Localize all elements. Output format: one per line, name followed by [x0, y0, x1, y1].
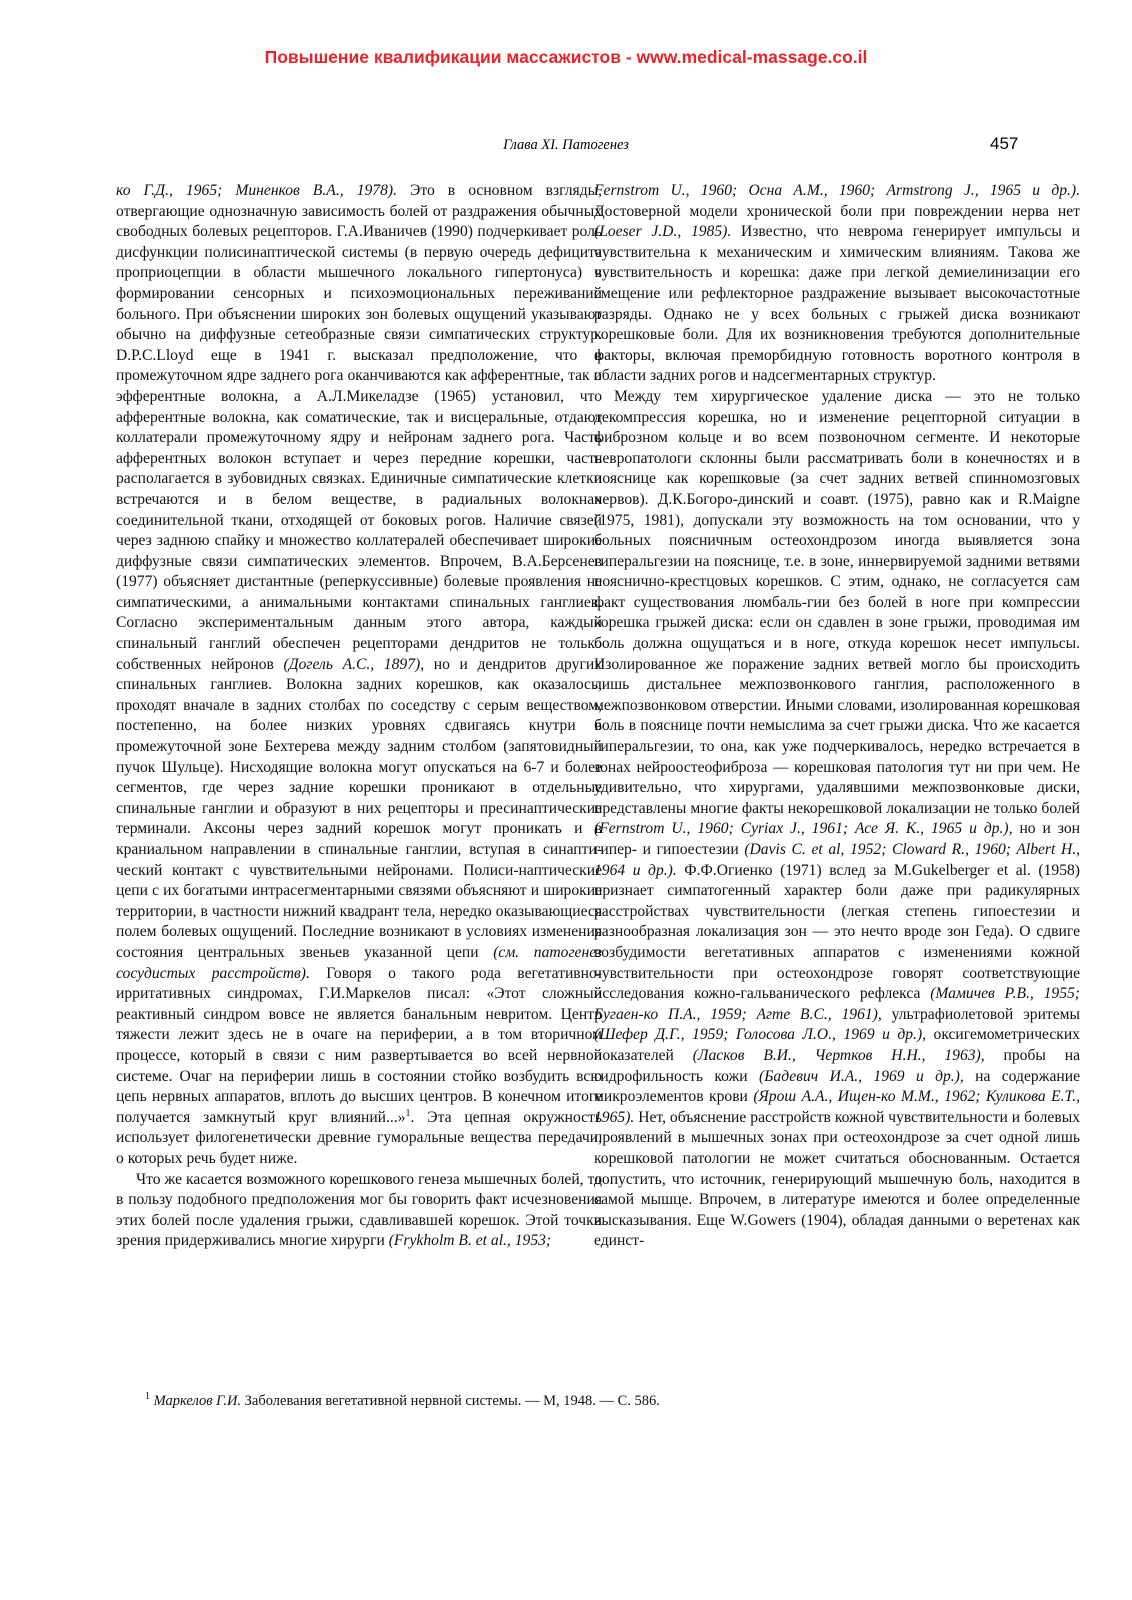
- footnote-text: Заболевания вегетативной нервной системы. — М, 1948. — С. 586.: [241, 1392, 660, 1409]
- citation-text: (Ярош А.А., Ищен-ко М.М., 1962; Куликова Е.Т., 1965).: [594, 1088, 1080, 1126]
- body-text: Что же касается возможного корешкового генеза мышечных болей, то в пользу подобного предположения мог бы говорить факт исчезновения этих болей после удаления грыжи, сдавливавшей корешок. Этой точки зрения придерживались многие хирурги: [116, 1170, 602, 1250]
- running-head: Глава XI. Патогенез: [503, 137, 629, 153]
- body-text: Нет, объяснение расстройств кожной чувствительности и болевых проявлений в мышечных зонах при остеохондрозе за счет одной лишь корешковой патологии не может считаться обоснованным. Остается допустить, что источник, генерирующий мышечную боль, находится в самой мышце. Впрочем, в литературе имеются и более определенные высказывания. Еще W.Gowers (1904), обладая данными о веретенах как единст-: [594, 1108, 1080, 1250]
- left-text-column: [116, 181, 602, 1252]
- citation-text: (Fernstrom U., 1960; Cyriax J., 1961; Асе Я. К., 1965 и др.),: [594, 820, 1013, 838]
- site-banner: Повышение квалификации массажистов - www.medical-massage.co.il: [264, 47, 868, 67]
- citation-text: Fernstrom U., 1960; Осна А.М., 1960; Armstrong J., 1965 и др.).: [594, 182, 1080, 199]
- body-text: Достоверной модели хронической боли при повреждении нерва нет: [594, 202, 1080, 220]
- body-text: пробы на гидрофильность кожи: [594, 1046, 1081, 1085]
- body-text: Ф.Ф.Огиенко (1971) вслед за M.Gukelberger et al. (1958) признает симпатогенный характер боли даже при радикулярных расстройствах чувствительности (легкая степень гипоестезии и разнообразная локализация зон — это нечто вроде зон Геда). О сдвиге возбудимости вегетативных аппаратов с изменениями кожной чувствительности при остеохондрозе говорят соответствующие исследования кожно-гальванического рефлекса: [594, 861, 1080, 1003]
- body-text: оксигемометрических показателей: [594, 1026, 1080, 1064]
- body-text: Между тем хирургическое удаление диска — это не только декомпрессия корешка, но и изменение рецепторной ситуации в фиброзном кольце и во всем позвоночном сегменте. И некоторые невропатологи склонны были рассматривать боли в конечностях и в пояснице как корешковые (за счет задних ветвей спинномозговых нервов). Д.К.Богоро-динский и соавт. (1975), равно как и R.Maigne (1975, 1981), допускали эту возможность на том основании, что у больных поясничным остеохондрозом иногда выявляется зона гиперальгезии на пояснице, т.е. в зоне, иннервируемой задними ветвями пояснично-крестцовых корешков. С этим, однако, не согласуется сам факт существования люмбаль-гии без болей в ноге при компрессии корешка грыжей диска: если он сдавлен в зоне грыжи, проводимая им боль должна ощущаться и в ноге, откуда корешок несет импульсы. Изолированное же поражение задних ветвей могло бы происходить лишь дистальнее межпозвонкового ганглия, расположенного в межпозвонковом отверстии. Иными словами, изолированная корешковая боль в пояснице почти немыслима за счет грыжи диска. Что же касается гиперальгезии, то она, как уже подчеркивалось, нередко встречается в зонах нейроостеофиброза — корешковая патология тут ни при чем. Не удивительно, что хирургами, удалявшими межпозвонковые диски, представлены многие факты некорешковой локализации не только болей: [594, 387, 1080, 817]
- citation-text: (Frykholm B. et al., 1953;: [388, 1232, 552, 1250]
- body-text: но и зон гипер- и гипоестезии: [594, 820, 1080, 858]
- body-text: на содержание микроэлементов крови: [594, 1067, 1080, 1106]
- citation-text: (Шефер Д.Г., 1959; Голосова Л.О., 1969 и др.),: [594, 1026, 927, 1044]
- body-text: ультрафиолетовой эритемы: [881, 1005, 1081, 1023]
- footnote-marker: 1: [145, 1391, 150, 1402]
- citation-text: (Мамичев Р.В., 1955; Бугаен-ко П.А., 1959; Агте В.С., 1961),: [594, 985, 1080, 1023]
- citation-text: (см. патогенез сосудистых расстройств).: [116, 943, 603, 982]
- paragraph: [116, 1170, 602, 1252]
- page-number: 457: [990, 134, 1019, 153]
- paragraph: [594, 181, 1080, 387]
- paragraph: [116, 181, 602, 1170]
- body-text: но и дендритов других спинальных ганглиев. Волокна задних корешков, как оказалось, проходят вначале в задних столбах по соседству с серым веществом, постепенно, на более низких уровнях сдвигаясь кнутри в промежуточной зоне Бехтерева между задним столбом (запятовидный пучок Шульце). Нисходящие волокна могут опускаться на 6-7 и более сегментов, где через задние корешки проникают в отдельные спинальные ганглии и образуют в них рецепторы и пресинаптические терминали. Аксоны через задний корешок могут проникать и в краниальном направлении в спинальные ганглии, вступая в синапти-ческий контакт с чувствительными нейронами. Полиси-наптические цепи с их богатыми интрасегментарными связями объясняют и широкие территории, в частности нижний квадрант тела, нередко оказывающиеся полем болевых ощущений. Последние возникают в условиях изменения состояния центральных звеньев указанной цепи: [116, 655, 602, 961]
- paragraph: [594, 387, 1080, 1252]
- citation-text: ко Г.Д., 1965; Миненков В.А., 1978).: [116, 182, 397, 199]
- citation-text: (Догель А.С., 1897),: [283, 655, 425, 673]
- body-text: Известно, что неврома генерирует импульсы и чувствительна к механическим и химическим влияниям. Такова же чувствительность и корешка: даже при легкой демиелинизации его смещение или рефлекторное раздражение вызывает высокочастотные разряды. Однако не у всех больных с грыжей диска возникают корешковые боли. Для их возникновения требуются дополнительные факторы, включая преморбидную готовность воротного контроля в области задних рогов и надсегментарных структур.: [594, 223, 1080, 385]
- footnote-reference: 1: [405, 1107, 411, 1119]
- body-text: Это в основном взгляды, отвергающие однозначную зависимость болей от раздражения обычных свободных болевых рецепторов. Г.А.Иваничев (1990) подчеркивает роль дисфункции полисинаптической системы (в первую очередь дефицита проприоцепции в области мышечного локального гипертонуса) в формировании сенсорных и психоэмоциональных переживаний больного. При объяснении широких зон болевых ощущений указывают обычно на диффузные сетеобразные связи симпатических структур. D.P.C.Lloyd еще в 1941 г. высказал предположение, что в промежуточном ядре заднего рога оканчиваются как афферентные, так и эфферентные волокна, а А.Л.Микеладзе (1965) установил, что афферентные волокна, как соматические, так и висцеральные, отдают коллатерали промежуточному ядру и нейронам заднего рога. Часть афферентных волокон вступает и через передние корешки, часть располагается в зубовидных связках. Единичные симпатические клетки встречаются и в белом веществе, в радиальных волокнах соединительной ткани, отходящей от боковых рогов. Наличие связей через заднюю спайку и множество коллатералей обеспечивает широкие диффузные связи симпатических элементов. Впрочем, В.А.Берсенев (1977) объясняет дистантные (реперкуссивные) болевые проявления не симпатическими, а анимальными контактами спинальных ганглиев. Согласно экспериментальным данным этого автора, каждый спинальный ганглий обеспечен рецепторами дендритов не только собственных нейронов: [116, 182, 603, 673]
- body-text: Говоря о такого рода вегетативно-ирритативных синдромах, Г.И.Маркелов писал: «Этот сложный реактивный синдром вовсе не является банальным невритом. Центр тяжести лежит здесь не в очаге на периферии, а в том вторичном процессе, который в связи с ним развертывается во всей нервной системе. Очаг на периферии лишь в состоянии стойко возбудить всю цепь нервных аппаратов, вплоть до высших центров. В конечном итоге получается замкнутый круг влияний...»: [116, 964, 602, 1126]
- footnote-author: Маркелов Г.И.: [153, 1392, 242, 1409]
- citation-text: (Loeser J.D., 1985).: [594, 223, 732, 241]
- citation-text: (Davis C. et al, 1952; Cloward R., 1960; Albert H., 1964 и др.).: [594, 841, 1081, 879]
- citation-text: (Ласков В.И., Чертков Н.Н., 1963),: [692, 1046, 985, 1064]
- citation-text: (Бадевич И.А., 1969 и др.),: [759, 1067, 964, 1085]
- right-text-column: [594, 181, 1080, 1252]
- footnote: [145, 1391, 1045, 1410]
- body-text: . Эта цепная окружность использует филогенетически древние гуморальные вещества передачи, о которых речь будет ниже.: [116, 1108, 602, 1167]
